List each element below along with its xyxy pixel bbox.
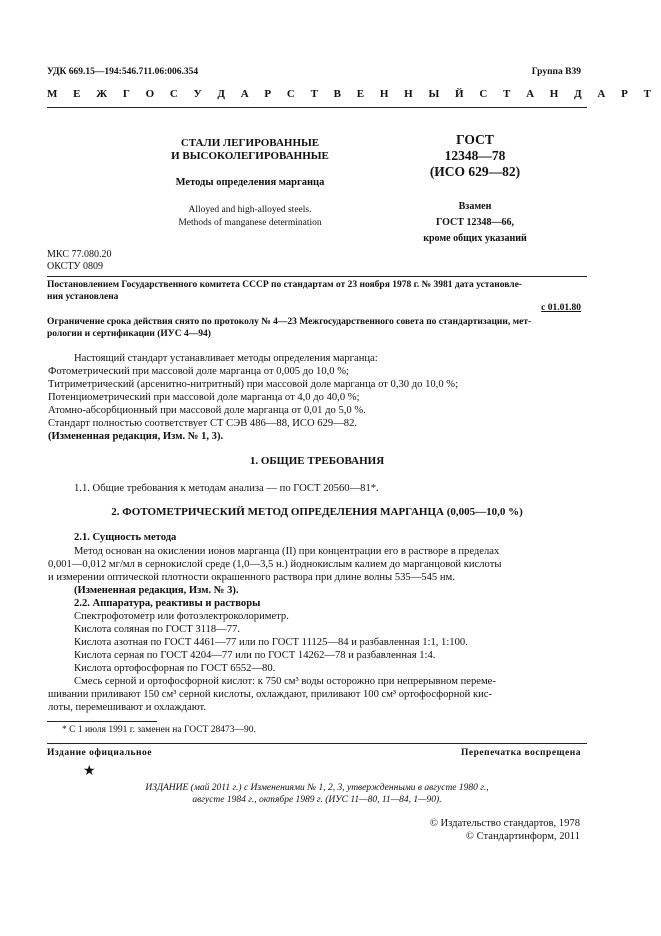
essence-line: 0,001—0,012 мг/мл в сернокислой среде (1,0—3,5 н.) йоднокислым калием до марганцовой кислоты: [48, 559, 502, 570]
replaces-note: кроме общих указаний: [423, 233, 527, 244]
limit-line-1: Ограничение срока действия снято по протоколу № 4—23 Межгосударственного совета по стандартизации, мет-: [47, 317, 532, 327]
title-line-1: СТАЛИ ЛЕГИРОВАННЫЕ: [180, 137, 320, 149]
classification-codes: [47, 249, 111, 273]
iso-number: (ИСО 629—82): [429, 164, 521, 179]
intro-edit-note: (Измененная редакция, Изм. № 1, 3).: [48, 431, 224, 442]
doc-title: [130, 137, 370, 163]
star-icon: ★: [83, 764, 96, 779]
reprint-notice: Перепечатка воспрещена: [460, 748, 581, 758]
english-title-line-2: Methods of manganese determination: [178, 218, 322, 228]
mixture-line: лоты, перемешивают и охлаждают.: [48, 702, 207, 713]
intro-line: Стандарт полностью соответствует СТ СЭВ 486—88, ИСО 629—82.: [48, 418, 358, 429]
decree-text: [47, 279, 522, 303]
replaces-gost: ГОСТ 12348—66,: [436, 217, 514, 228]
section-1-heading: 1. ОБЩИЕ ТРЕБОВАНИЯ: [249, 455, 385, 467]
mixture-line: шивании приливают 150 см³ серной кислоты, охлаждают, приливают 100 см³ ортофосфорной кис-: [48, 689, 493, 700]
okstu-code: ОКСТУ 0809: [47, 261, 104, 272]
subsection-2-1-heading: 2.1. Сущность метода: [74, 532, 177, 543]
decree-line-1: Постановлением Государственного комитета СССР по стандартам от 23 ноября 1978 г. № 3981 дата установле-: [47, 280, 522, 290]
header-rule: [47, 107, 587, 108]
copyright-block: [430, 817, 580, 843]
equipment-item: Кислота азотная по ГОСТ 4461—77 или по ГОСТ 11125—84 и разбавленная 1:1, 1:100.: [74, 637, 468, 648]
udk-code: УДК 669.15—194:546.711.06:006.354: [47, 67, 199, 77]
gost-label: ГОСТ: [456, 132, 494, 147]
decree-line-2: ния установлена: [47, 292, 119, 302]
subsection-2-2-heading: 2.2. Аппаратура, реактивы и растворы: [74, 598, 261, 609]
intro-line: Титриметрический (арсенитно-нитритный) при массовой доле марганца от 0,30 до 10,0 %;: [48, 379, 459, 390]
equipment-item: Кислота серная по ГОСТ 4204—77 или по ГОСТ 14262—78 и разбавленная 1:4.: [74, 650, 436, 661]
section-2-heading: 2. ФОТОМЕТРИЧЕСКИЙ МЕТОД ОПРЕДЕЛЕНИЯ МАРГАНЦА (0,005—10,0 %): [111, 506, 523, 518]
edition-info: [47, 782, 587, 806]
replaces-block: [395, 199, 555, 247]
gost-designation: [405, 132, 545, 180]
group-code: Группа В39: [531, 67, 581, 77]
intro-line: Атомно-абсорбционный при массовой доле марганца от 0,01 до 5,0 %.: [48, 405, 366, 416]
official-edition: Издание официальное: [47, 748, 153, 758]
equipment-item: Спектрофотометр или фотоэлектроколориметр.: [74, 611, 289, 622]
edition-line-2: августе 1984 г., октябре 1989 г. (ИУС 11—80, 11—84, 1—90).: [192, 795, 442, 805]
section-2-edit-note: (Измененная редакция, Изм. № 3).: [74, 585, 239, 596]
intro-line: Потенциометрический при массовой доле марганца от 4,0 до 40,0 %;: [48, 392, 360, 403]
effective-date: с 01.01.80: [541, 303, 581, 313]
equipment-item: Кислота соляная по ГОСТ 3118—77.: [74, 624, 240, 635]
essence-line: и измерении оптической плотности окрашенного раствора при длине волны 535—545 нм.: [48, 572, 455, 583]
limit-removal-text: [47, 316, 531, 340]
mixture-line: Смесь серной и ортофосфорной кислот: к 750 см³ воды осторожно при непрерывном переме-: [74, 676, 496, 687]
copyright-line-2: © Стандартинформ, 2011: [465, 831, 580, 842]
edition-line-1: ИЗДАНИЕ (май 2011 г.) с Изменениями № 1, 2, 3, утвержденными в августе 1980 г.,: [145, 783, 489, 793]
gost-number: 12348—78: [444, 148, 506, 163]
footer-rule: [47, 743, 587, 744]
english-title: [130, 204, 370, 230]
codes-rule: [47, 276, 587, 277]
copyright-line-1: © Издательство стандартов, 1978: [429, 818, 580, 829]
doc-subtitle: Методы определения марганца: [175, 177, 325, 188]
title-line-2: И ВЫСОКОЛЕГИРОВАННЫЕ: [171, 150, 329, 162]
intro-line: Фотометрический при массовой доле марганца от 0,005 до 10,0 %;: [48, 366, 349, 377]
footnote: * С 1 июля 1991 г. заменен на ГОСТ 28473—90.: [62, 725, 256, 735]
mks-code: МКС 77.080.20: [47, 249, 112, 260]
intro-line: Настоящий стандарт устанавливает методы определения марганца:: [74, 353, 378, 364]
footnote-rule: [47, 721, 157, 722]
standard-banner: М Е Ж Г О С У Д А Р С Т В Е Н Н Ы Й С Т А Н Д А Р Т: [47, 88, 658, 100]
section-1-item: 1.1. Общие требования к методам анализа — по ГОСТ 20560—81*.: [74, 483, 379, 494]
equipment-item: Кислота ортофосфорная по ГОСТ 6552—80.: [74, 663, 276, 674]
replaces-label: Взамен: [458, 201, 492, 212]
limit-line-2: рологии и сертификации (ИУС 4—94): [47, 329, 211, 339]
english-title-line-1: Alloyed and high-alloyed steels.: [188, 205, 312, 215]
essence-line: Метод основан на окислении ионов марганца (II) при концентрации его в растворе в пределах: [74, 546, 500, 557]
